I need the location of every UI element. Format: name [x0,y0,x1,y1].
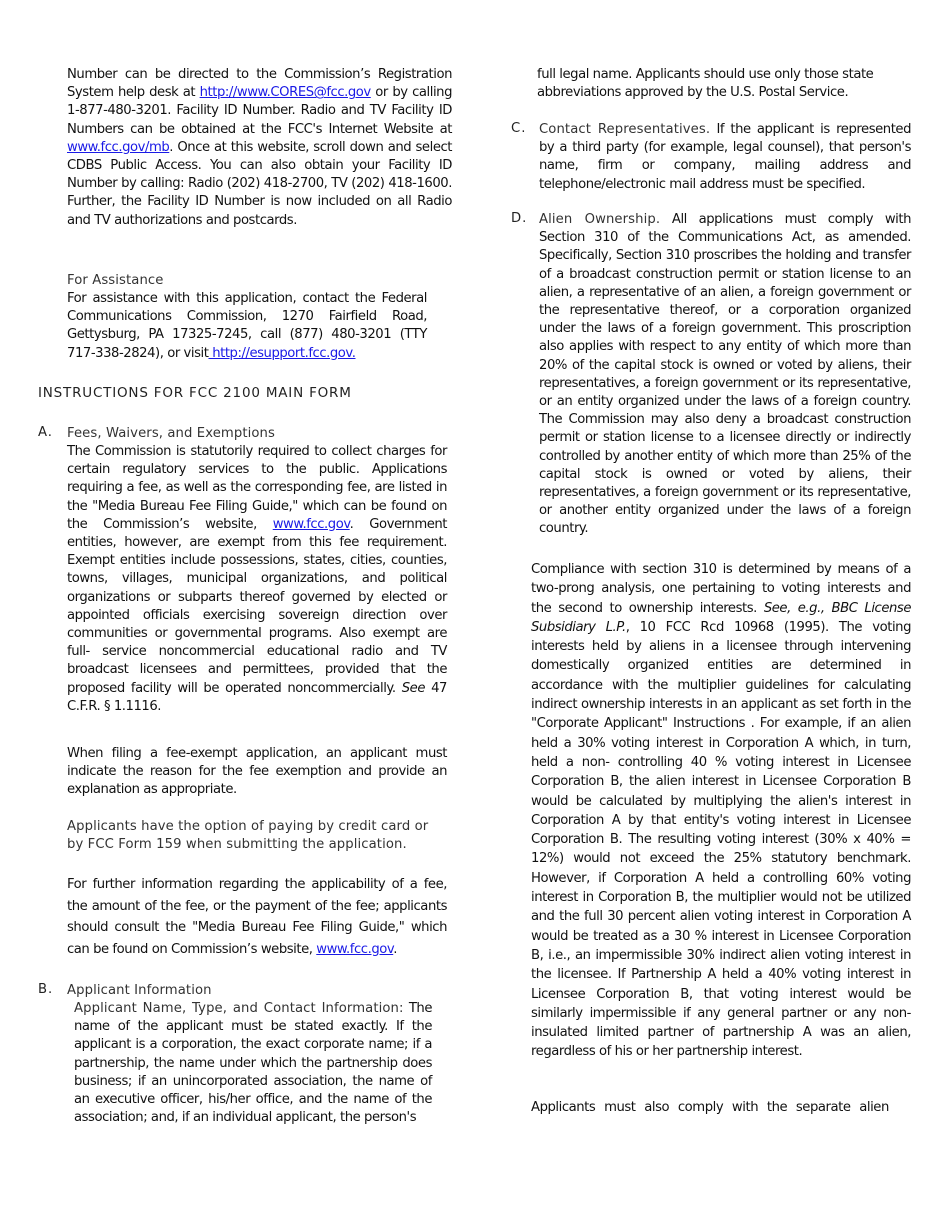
compliance-text-1: Compliance with section 310 is determined by means of a two-prong analysis, one pertaining to voting interests and the second to ownership interests. [531,562,911,616]
intro-paragraph [67,66,452,230]
fees-text-2: . Government entities, however, are exempt from this fee requirement. Exempt entities include possessions, states, cities, counties, towns, villages, municipal organizations, and political organizations or subparts thereof governed by elected or appointed officials exercising sovereign direction over communities or governmental programs. Also exempt are full- service noncommercial educational radio and TV broadcast licensees and permittees, provided that the proposed facility will be operated noncommercially. [67,516,448,696]
separate-alien-paragraph: Applicants must also comply with the separate alien [531,1100,889,1115]
further-info-text: For further information regarding the applicability of a fee, the amount of the fee, or the payment of the fee; applicants should consult the "Media Bureau Fee Filing Guide," which can be found on Commission’s website, [67,877,447,957]
section-a-marker: A. [38,425,53,440]
main-heading: INSTRUCTIONS FOR FCC 2100 MAIN FORM [38,385,352,401]
compliance-text-2: , 10 FCC Rcd 10968 (1995). The voting interests held by aliens in a licensee through intervening domestically organized entities are determined in accordance with the multiplier guidelines for calculating indirect ownership interests in an applicant as set forth in the "Corporate Applicant" Instructions . For example, if an alien held a 30% voting interest in Corporation A which, in turn, held a non- controlling 40 % voting interest in Licensee Corporation B, the alien interest in Licensee Corporation B would be calculated by multiplying the alien's interest in Corporation A by that entity's voting interest in Licensee Corporation B. The resulting voting interest (30% x 40% = 12%) would not exceed the 25% statutory benchmark. However, if Corporation A held a controlling 60% voting interest in Corporation B, the multiplier would not be utilized and the full 30 percent alien voting interest in Corporation A would be treated as a 30 % interest in Licensee Corporation B, i.e., an impermissible 30% indirect alien voting interest in the licensee. If Partnership A held a 40% voting interest in Licensee Corporation B, that voting interest would be similarly impermissible if any general partner or any non-insulated limited partner of partnership A was an alien, regardless of his or her partnership interest. [531,619,911,1060]
intro-text-3: . Once at this website, scroll down and select CDBS Public Access. You can also obtain your Facility ID Number by calling: Radio (202) 418-2700, TV (202) 418-1600. Further, the Facility ID Number is now included on all Radio and TV authorizations and postcards. [67,139,452,228]
fcc-mb-link[interactable]: www.fcc.gov/mb [67,139,170,155]
section-b-subheading: Applicant Name, Type, and Contact Information: [74,1001,404,1016]
cfr-citation: 47 C.F.R. § 1.1116. [67,680,447,714]
section-a-paragraph-2: When filing a fee-exempt application, an applicant must indicate the reason for the fee exemption and provide an explanation as appropriate. [67,746,447,798]
section-b-text: The name of the applicant must be stated exactly. If the applicant is a corporation, the exact corporate name; if a partnership, the name under which the partnership does business; if an unincorporated association, the name of an executive officer, his/her office, and the name of the association; and, if an individual applicant, the person's [74,1001,432,1126]
intro-text-1: Number can be directed to the Commission’s Registration System help desk at [67,67,452,101]
section-a-paragraph-3: Applicants have the option of paying by credit card or by FCC Form 159 when submitting the application. [67,819,429,853]
section-b-paragraph [74,1000,432,1127]
esupport-link[interactable]: http://esupport.fcc.gov. [208,345,356,361]
section-c-heading: Contact Representatives. [539,122,711,137]
compliance-paragraph [531,560,911,1062]
assistance-text: For assistance with this application, contact the Federal Communications Commission, 1270 Fairfield Road, Gettysburg, PA 17325-7245, call (877) 480-3201 (TTY 717-338-2824), or visit [67,291,427,361]
section-c-marker: C. [511,121,527,136]
intro-text-2: or by calling 1-877-480-3201. Facility ID Number. Radio and TV Facility ID Numbers can be obtained at the FCC's Internet Website at [67,85,452,137]
section-d-paragraph [539,211,911,539]
bbc-citation: See, e.g., BBC License Subsidiary L.P. [531,600,911,635]
section-b-marker: B. [38,982,54,997]
fees-text-1: The Commission is statutorily required to collect charges for certain regulatory services to the public. Applications requiring a fee, as well as the corresponding fee, are listed in the "Media Bureau Fee Filing Guide," which can be found on the Commission’s website, [67,444,447,532]
section-c-text: If the applicant is represented by a third party (for example, legal counsel), that person's name, firm or company, mailing address and telephone/electronic mail address must be specified. [539,122,912,192]
see-citation: See [401,680,425,696]
section-a-paragraph-4 [67,874,447,960]
section-b-continued: full legal name. Applicants should use only those state abbreviations approved by the U.S. Postal Service. [537,67,874,101]
fcc-gov-link-2[interactable]: www.fcc.gov [316,941,394,957]
section-a-heading: Fees, Waivers, and Exemptions [67,426,275,441]
assistance-heading: For Assistance [67,273,164,288]
section-a-paragraph-1 [67,443,447,716]
fcc-gov-link-1[interactable]: www.fcc.gov [272,516,350,532]
section-d-marker: D. [511,211,528,226]
further-info-end: . [393,941,397,957]
section-d-text: All applications must comply with Section 310 of the Communications Act, as amended. Specifically, Section 310 proscribes the holding and transfer of a broadcast construction permit or station license to an alien, a representative of an alien, a foreign government or the representative thereof, or a corporation organized under the laws of a foreign government. This proscription also applies with respect to any entity of which more than 20% of the capital stock is owned or voted by aliens, their representatives, a foreign government or its representative, or an entity organized under the laws of a foreign country. The Commission may also deny a broadcast construction permit or station license to a licensee directly or indirectly controlled by another entity of which more than 25% of the capital stock is owned or voted by aliens, their representatives, a foreign government or its representative, or another entity organized under the laws of a foreign country. [539,212,911,537]
section-b-heading: Applicant Information [67,983,212,998]
section-c-paragraph [539,121,911,194]
cores-link[interactable]: http://www.CORES@fcc.gov [199,85,371,101]
section-d-heading: Alien Ownership. [539,212,661,227]
assistance-paragraph [67,290,427,363]
